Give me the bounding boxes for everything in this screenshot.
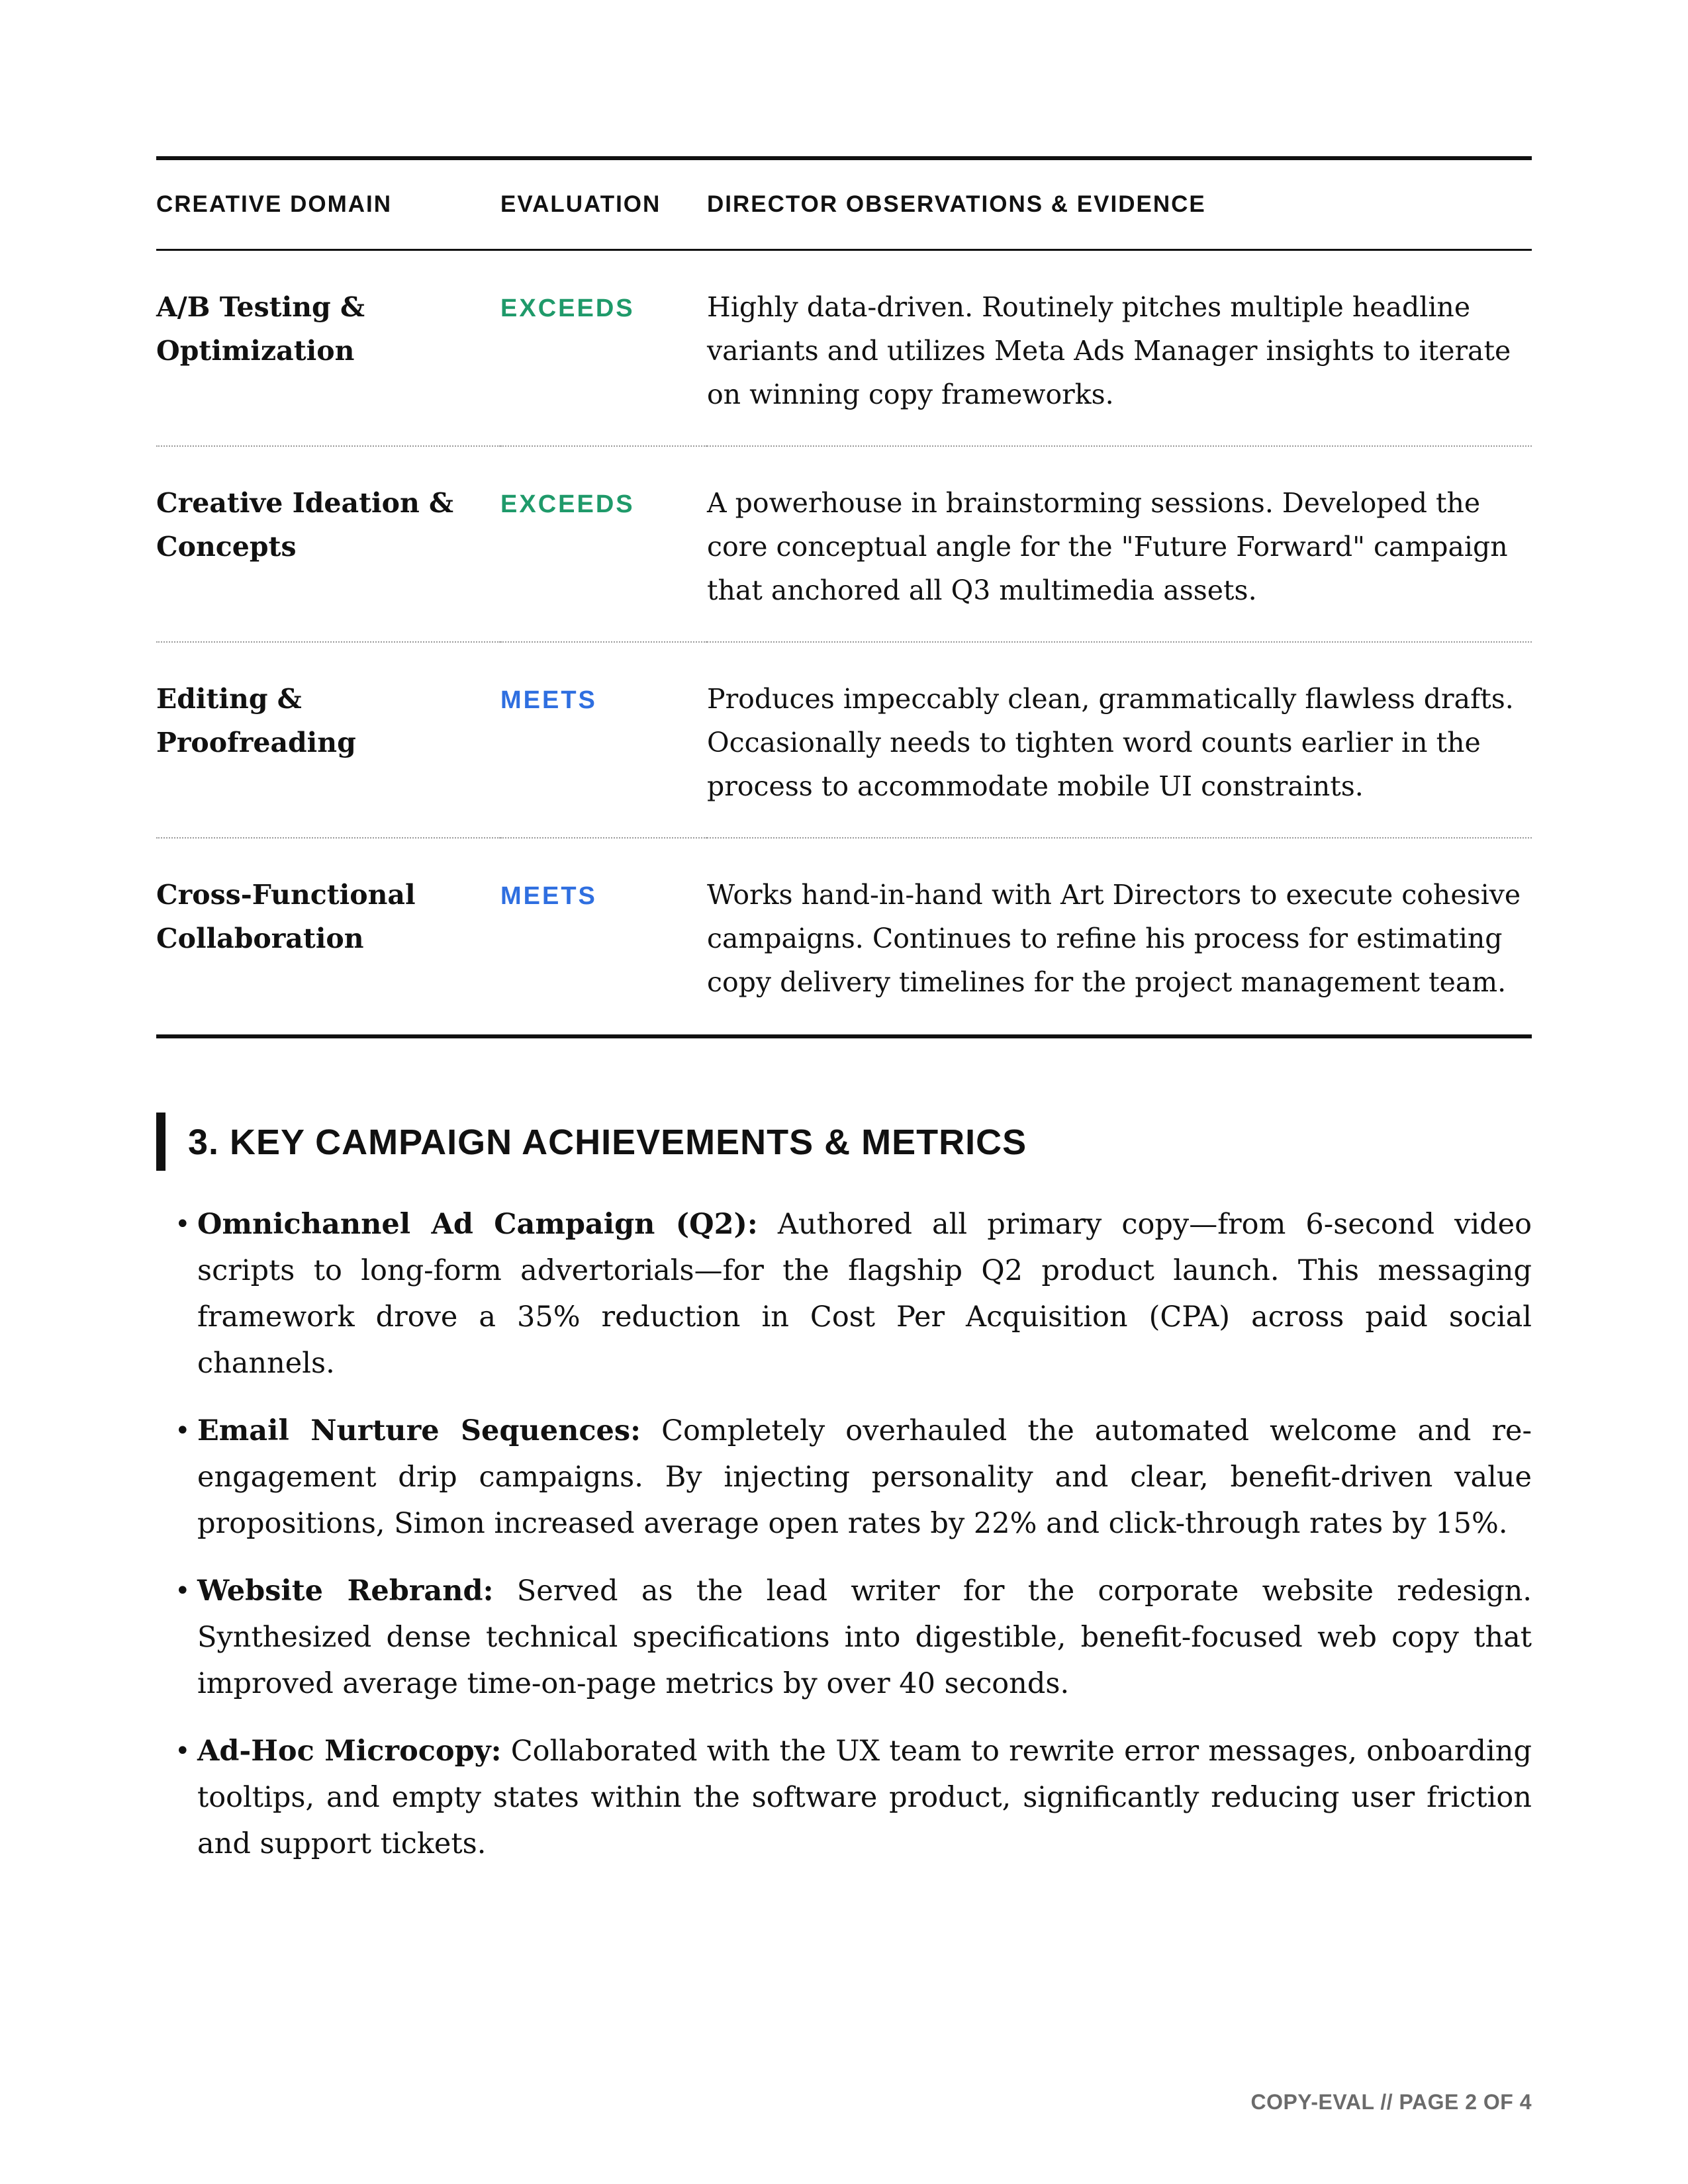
achievement-title: Omnichannel Ad Campaign (Q2): bbox=[197, 1208, 758, 1241]
page-footer: COPY-EVAL // PAGE 2 OF 4 bbox=[1250, 2090, 1532, 2114]
bullet-icon: • bbox=[175, 1209, 191, 1240]
table-row bbox=[156, 250, 1532, 447]
domain-name: Editing & Proofreading bbox=[156, 642, 500, 838]
bullet-icon: • bbox=[175, 1576, 191, 1606]
list-item bbox=[175, 1568, 1532, 1707]
rating-badge: EXCEEDS bbox=[500, 490, 635, 518]
header-director-observations: DIRECTOR OBSERVATIONS & EVIDENCE bbox=[707, 158, 1532, 250]
table-row bbox=[156, 446, 1532, 642]
domain-name: Creative Ideation & Concepts bbox=[156, 446, 500, 642]
evaluation-table bbox=[156, 156, 1532, 1038]
table-row bbox=[156, 642, 1532, 838]
table-header-row bbox=[156, 158, 1532, 250]
achievement-text: Served as the lead writer for the corporate website redesign. Synthesized dense technical specifications into digestible, benefit-focused web copy that improved average time-on-page metrics by over 40 seconds. bbox=[197, 1574, 1532, 1700]
observation-text: Highly data-driven. Routinely pitches multiple headline variants and utilizes Meta Ads Manager insights to iterate on winning copy frameworks. bbox=[707, 250, 1532, 447]
achievement-text: Completely overhauled the automated welcome and re-engagement drip campaigns. By injecting personality and clear, benefit-driven value propositions, Simon increased average open rates by 22% and click-through rates by 15%. bbox=[197, 1414, 1532, 1540]
table-row bbox=[156, 838, 1532, 1036]
list-item bbox=[175, 1408, 1532, 1547]
section-heading bbox=[156, 1113, 1532, 1172]
achievement-title: Website Rebrand: bbox=[197, 1574, 494, 1608]
header-creative-domain: CREATIVE DOMAIN bbox=[156, 158, 500, 250]
section-title: 3. KEY CAMPAIGN ACHIEVEMENTS & METRICS bbox=[188, 1122, 1027, 1162]
observation-text: A powerhouse in brainstorming sessions. Developed the core conceptual angle for the "Future Forward" campaign that anchored all Q3 multimedia assets. bbox=[707, 446, 1532, 642]
rating-badge: MEETS bbox=[500, 882, 597, 910]
achievement-title: Ad-Hoc Microcopy: bbox=[197, 1735, 502, 1768]
achievement-text: Authored all primary copy—from 6-second video scripts to long-form advertorials—for the flagship Q2 product launch. This messaging framework drove a 35% reduction in Cost Per Acquisition (CPA) across paid social channels. bbox=[197, 1208, 1532, 1380]
domain-name: A/B Testing & Optimization bbox=[156, 250, 500, 447]
rating-badge: EXCEEDS bbox=[500, 295, 635, 322]
page-content bbox=[156, 156, 1532, 1888]
header-evaluation: EVALUATION bbox=[500, 158, 707, 250]
achievements-list bbox=[156, 1201, 1532, 1867]
section-accent-bar bbox=[156, 1113, 165, 1171]
observation-text: Works hand-in-hand with Art Directors to execute cohesive campaigns. Continues to refine his process for estimating copy delivery timelines for the project management team. bbox=[707, 879, 1521, 998]
bullet-icon: • bbox=[175, 1736, 191, 1766]
list-item bbox=[175, 1728, 1532, 1867]
domain-name: Cross-Functional Collaboration bbox=[156, 879, 416, 954]
list-item bbox=[175, 1201, 1532, 1387]
achievement-title: Email Nurture Sequences: bbox=[197, 1414, 641, 1447]
achievement-text: Collaborated with the UX team to rewrite error messages, onboarding tooltips, and empty states within the software product, significantly reducing user friction and support tickets. bbox=[197, 1735, 1532, 1860]
rating-badge: MEETS bbox=[500, 686, 597, 714]
observation-text: Produces impeccably clean, grammatically flawless drafts. Occasionally needs to tighten word counts earlier in the process to accommodate mobile UI constraints. bbox=[707, 642, 1532, 838]
bullet-icon: • bbox=[175, 1416, 191, 1446]
